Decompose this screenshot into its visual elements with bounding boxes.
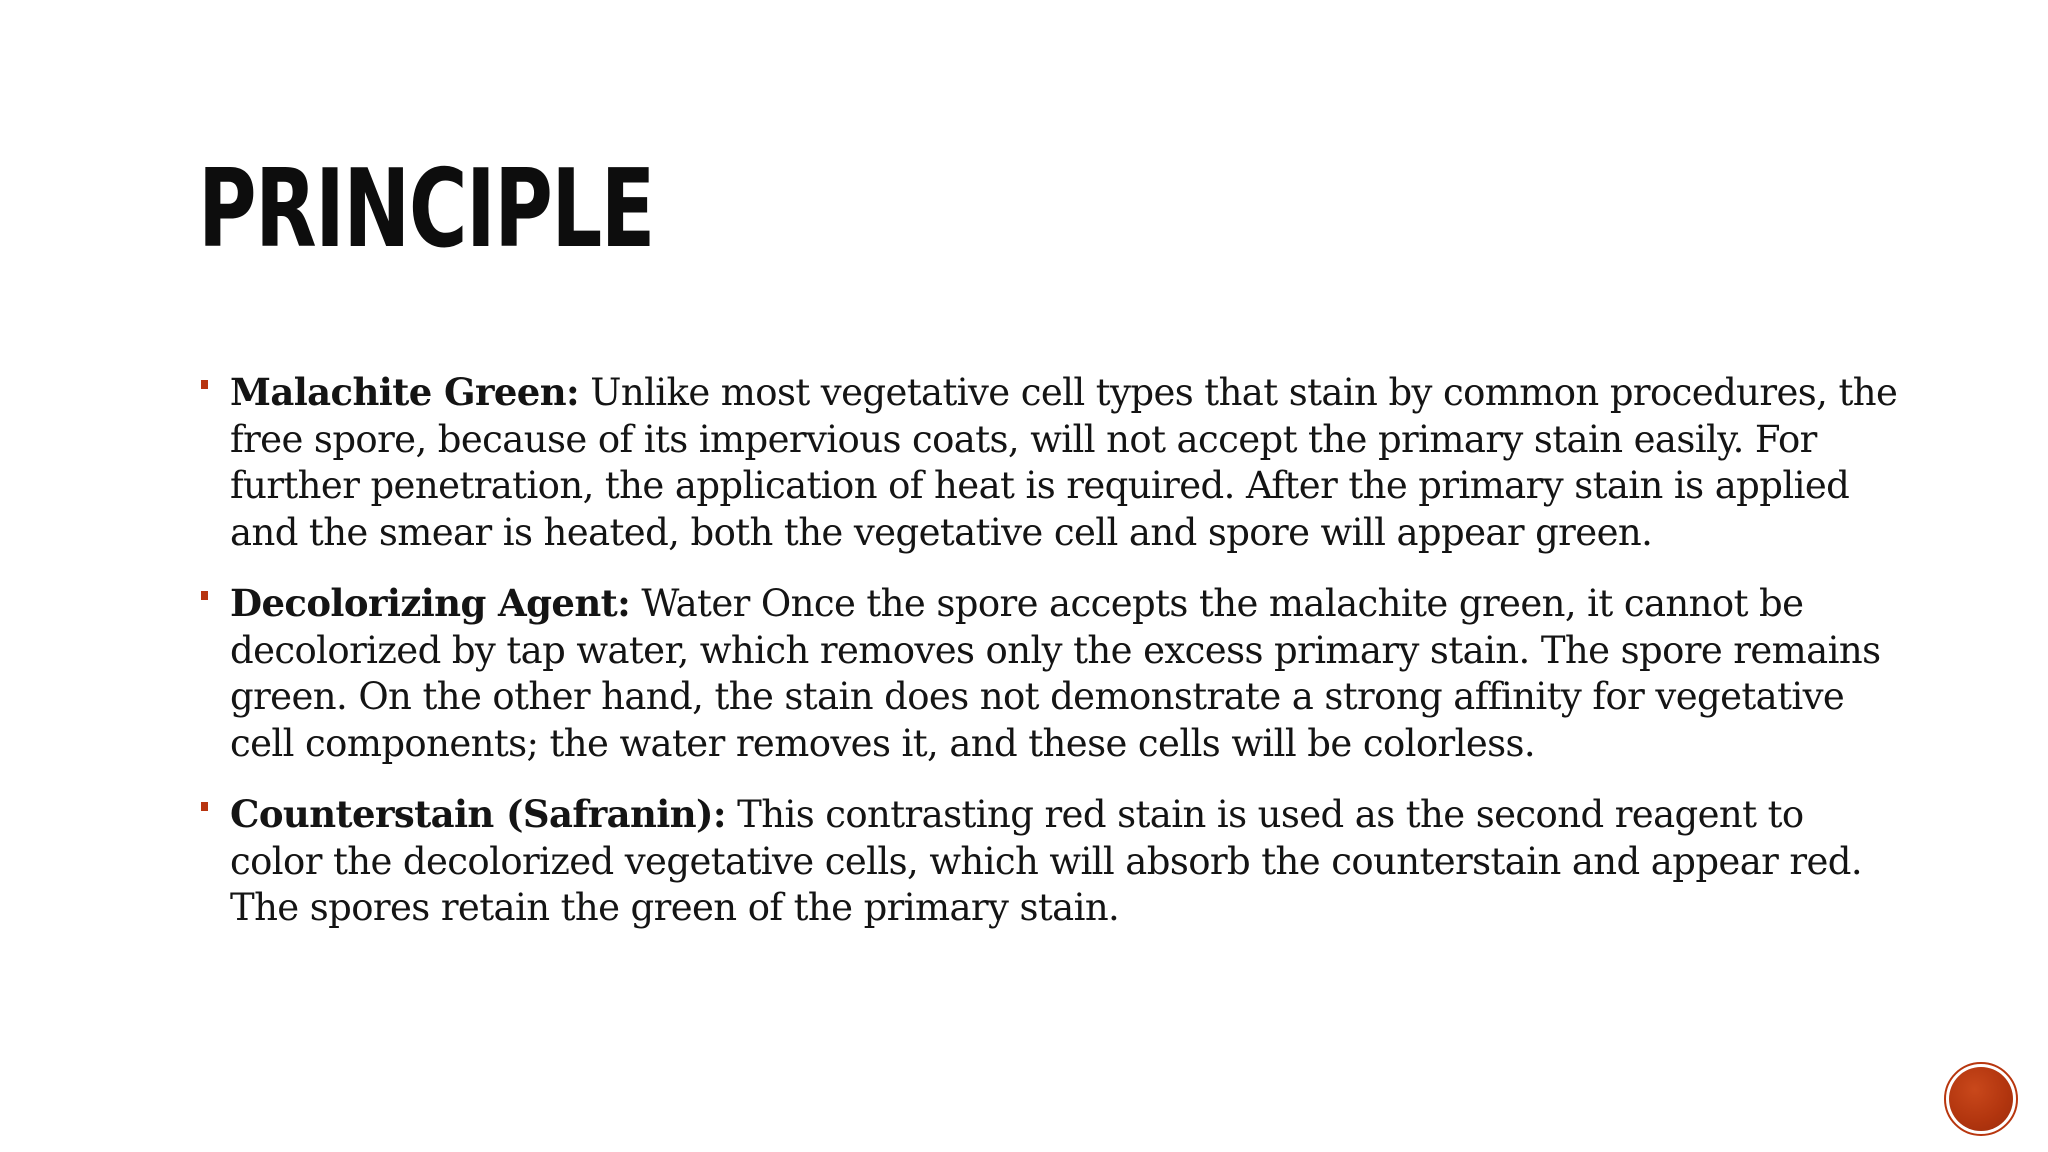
bullet-marker-icon [201,591,208,600]
bullet-item-decolorizing-agent [200,580,1900,767]
slide-title: PRINCIPLE [198,147,654,272]
bullet-text: Unlike most vegetative cell types that stain by common procedures, the free spore, because of its impervious coats, will not accept the primary stain easily. For further penetration, the application of heat is required. After the primary stain is applied and the smear is heated, both the vegetative cell and spore will appear green. [230,371,1898,554]
bullet-term: Malachite Green: [230,370,580,414]
bullet-item-malachite-green [200,369,1900,556]
nav-circle-fill [1949,1067,2013,1131]
bullet-marker-icon [201,380,208,389]
bullet-list [200,369,1900,956]
bullet-term: Counterstain (Safranin): [230,792,726,836]
bullet-term: Decolorizing Agent: [230,581,631,625]
bullet-item-counterstain [200,791,1900,932]
bullet-text: This contrasting red stain is used as the second reagent to color the decolorized vegetative cells, which will absorb the counterstain and appear red. The spores retain the green of the primary stain. [230,793,1863,929]
bullet-text: Water Once the spore accepts the malachite green, it cannot be decolorized by tap water, which removes only the excess primary stain. The spore remains green. On the other hand, the stain does not demonstrate a strong affinity for vegetative cell components; the water removes it, and these cells will be colorless. [230,582,1881,765]
bullet-marker-icon [201,802,208,811]
slide-nav-circle-icon[interactable] [1944,1062,2018,1136]
